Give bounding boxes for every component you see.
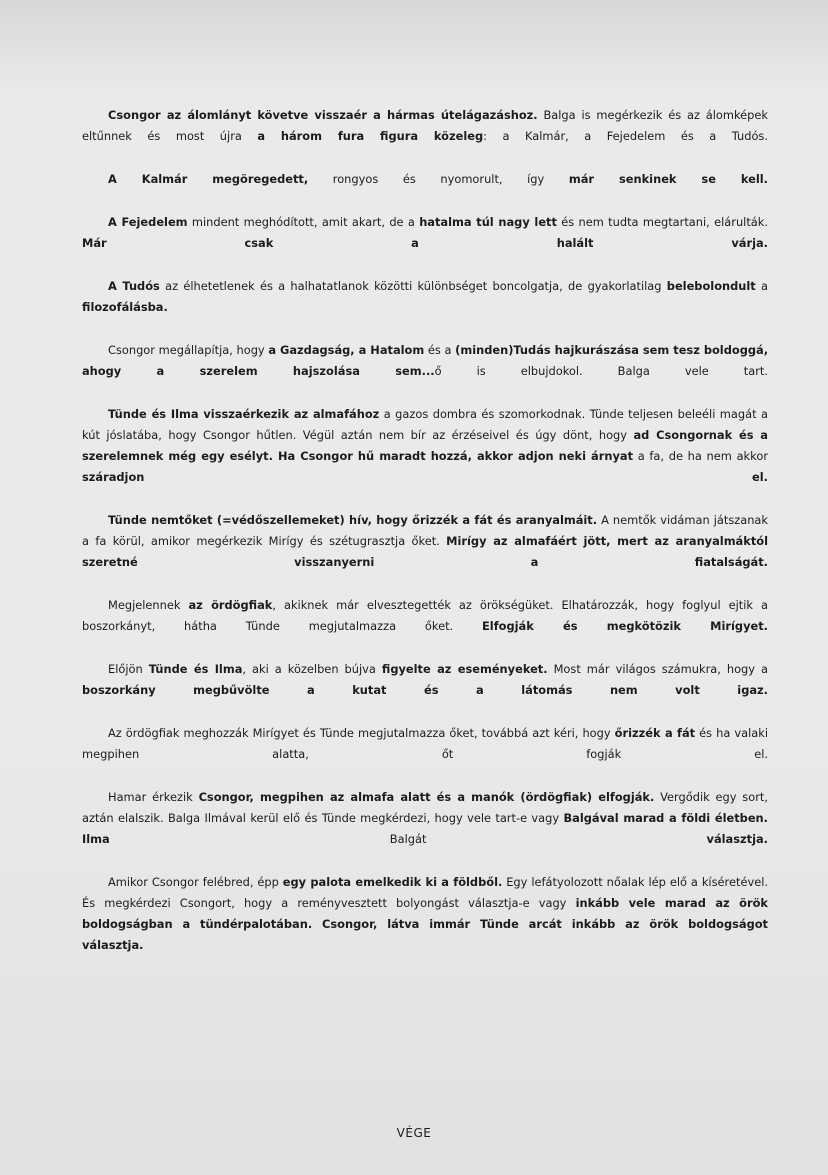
bold-text: az ördögfiak	[188, 598, 273, 612]
bold-text: hatalma túl nagy lett	[419, 215, 557, 229]
paragraph-9	[82, 659, 768, 701]
text-segment: ő is elbujdokol. Balga vele tart.	[434, 364, 768, 378]
text-segment: rongyos és nyomorult, így	[308, 172, 569, 186]
bold-text: Már csak a halált várja.	[82, 236, 768, 250]
text-segment: és a	[424, 343, 456, 357]
footer-end-text: VÉGE	[396, 1126, 432, 1140]
bold-text: száradjon el.	[82, 470, 768, 484]
text-segment: mindent meghódított, amit akart, de a	[187, 215, 420, 229]
text-segment: Amikor Csongor felébred, épp	[108, 875, 283, 889]
text-segment: Előjön	[108, 662, 149, 676]
bold-text: figyelte az eseményeket.	[381, 662, 548, 676]
bold-text: a Gazdagság, a Hatalom	[268, 343, 425, 357]
bold-text: Tünde és Ilma visszaérkezik az almafához	[108, 407, 380, 421]
bold-text: Tünde és Ilma	[148, 662, 243, 676]
text-segment: és nem tudta megtartani, elárulták.	[556, 215, 768, 229]
text-segment: és ha valaki megpihen alatta, őt fogják el.	[82, 726, 768, 761]
text-segment: Most már világos számukra, hogy a	[547, 662, 769, 676]
text-segment: Megjelennek	[108, 598, 189, 612]
text-segment: az élhetetlenek és a halhatatlanok közötti különbséget boncolgatja, de gyakorlatilag	[159, 279, 667, 293]
text-segment: Balgát	[109, 832, 707, 846]
text-segment: Csongor megállapítja, hogy	[108, 343, 269, 357]
text-segment: , aki a közelben bújva	[242, 662, 382, 676]
bold-text: inkább vele marad az örök boldogságban a tündérpalotában. Csongor, látva immár Tünde arcát inkább az örök boldogságot választja.	[82, 896, 768, 952]
text-segment: Balga is megérkezik és az álomképek eltűnnek és most újra	[82, 108, 769, 143]
text-segment: a fa, de ha nem akkor	[633, 449, 769, 463]
text-segment: a gazos dombra és szomorkodnak. Tünde teljesen beleéli magát a kút jóslatába, hogy Csongor hűtlen. Végül aztán nem bír az érzéseivel és úgy dönt, hogy	[82, 407, 768, 442]
text-segment: Az ördögfiak meghozzák Mirígyet és Tünde megjutalmazza őket, továbbá azt kéri, hogy	[108, 726, 615, 740]
bold-text: A Tudós	[108, 279, 160, 293]
text-segment: Egy lefátyolozott nőalak lép elő a kíséretével. És megkérdezi Csongort, hogy a reményvesztett bolyongást választja-e vagy	[82, 875, 768, 910]
paragraph-4	[82, 276, 768, 318]
paragraph-2	[82, 169, 768, 190]
bold-text: Csongor, megpihen az almafa alatt és a manók (ördögfiak) elfogják.	[198, 790, 655, 804]
paragraph-3	[82, 212, 768, 254]
paragraph-6	[82, 404, 768, 488]
paragraph-5	[82, 340, 768, 382]
paragraph-1	[82, 105, 768, 147]
text-segment: A nemtők vidáman játszanak a fa körül, amikor megérkezik Mirígy és szétugrasztja őket.	[82, 513, 769, 548]
bold-text: belebolondult	[666, 279, 756, 293]
bold-text: A Kalmár megöregedett,	[108, 172, 309, 186]
bold-text: Balgával marad a földi életben. Ilma	[82, 811, 768, 846]
paragraph-7	[82, 510, 768, 573]
bold-text: ad Csongornak és a szerelemnek még egy esélyt. Ha Csongor hű maradt hozzá, akkor adjon neki árnyat	[82, 428, 768, 463]
text-segment: Hamar érkezik	[108, 790, 199, 804]
paragraph-10	[82, 723, 768, 765]
bold-text: a három fura figura közeleg	[257, 129, 484, 143]
bold-text: filozofálásba.	[82, 300, 168, 314]
bold-text: (minden)Tudás hajkurászása sem tesz boldoggá, ahogy a szerelem hajszolása sem...	[82, 343, 769, 378]
text-segment: Vergődik egy sort, aztán elalszik. Balga Ilmával kerül elő és Tünde megkérdezi, hogy vele tart-e vagy	[82, 790, 768, 825]
bold-text: A Fejedelem	[108, 215, 188, 229]
bold-text: Elfogják és megkötözik Mirígyet.	[482, 619, 769, 633]
paragraph-8	[82, 595, 768, 637]
text-segment: : a Kalmár, a Fejedelem és a Tudós.	[483, 129, 768, 143]
bold-text: Csongor az álomlányt követve visszaér a hármas útelágazáshoz.	[108, 108, 538, 122]
bold-text: már senkinek se kell.	[568, 172, 768, 186]
text-segment: a	[755, 279, 769, 293]
bold-text: választja.	[706, 832, 768, 846]
bold-text: boszorkány megbűvölte a kutat és a látomás nem volt igaz.	[82, 683, 768, 697]
bold-text: Tünde nemtőket (=védőszellemeket) hív, hogy őrizzék a fát és aranyalmáit.	[108, 513, 598, 527]
text-segment: , akiknek már elvesztegették az örökségüket. Elhatározzák, hogy foglyul ejtik a boszorkányt, hátha Tünde megjutalmazza őket.	[82, 598, 768, 633]
paragraph-12	[82, 872, 768, 956]
bold-text: Mirígy az almafáért jött, mert az aranyalmáktól szeretné visszanyerni a fiatalságát.	[82, 534, 768, 569]
document-body	[82, 105, 768, 978]
paragraph-11	[82, 787, 768, 850]
bold-text: egy palota emelkedik ki a földből.	[282, 875, 503, 889]
bold-text: őrizzék a fát	[614, 726, 696, 740]
